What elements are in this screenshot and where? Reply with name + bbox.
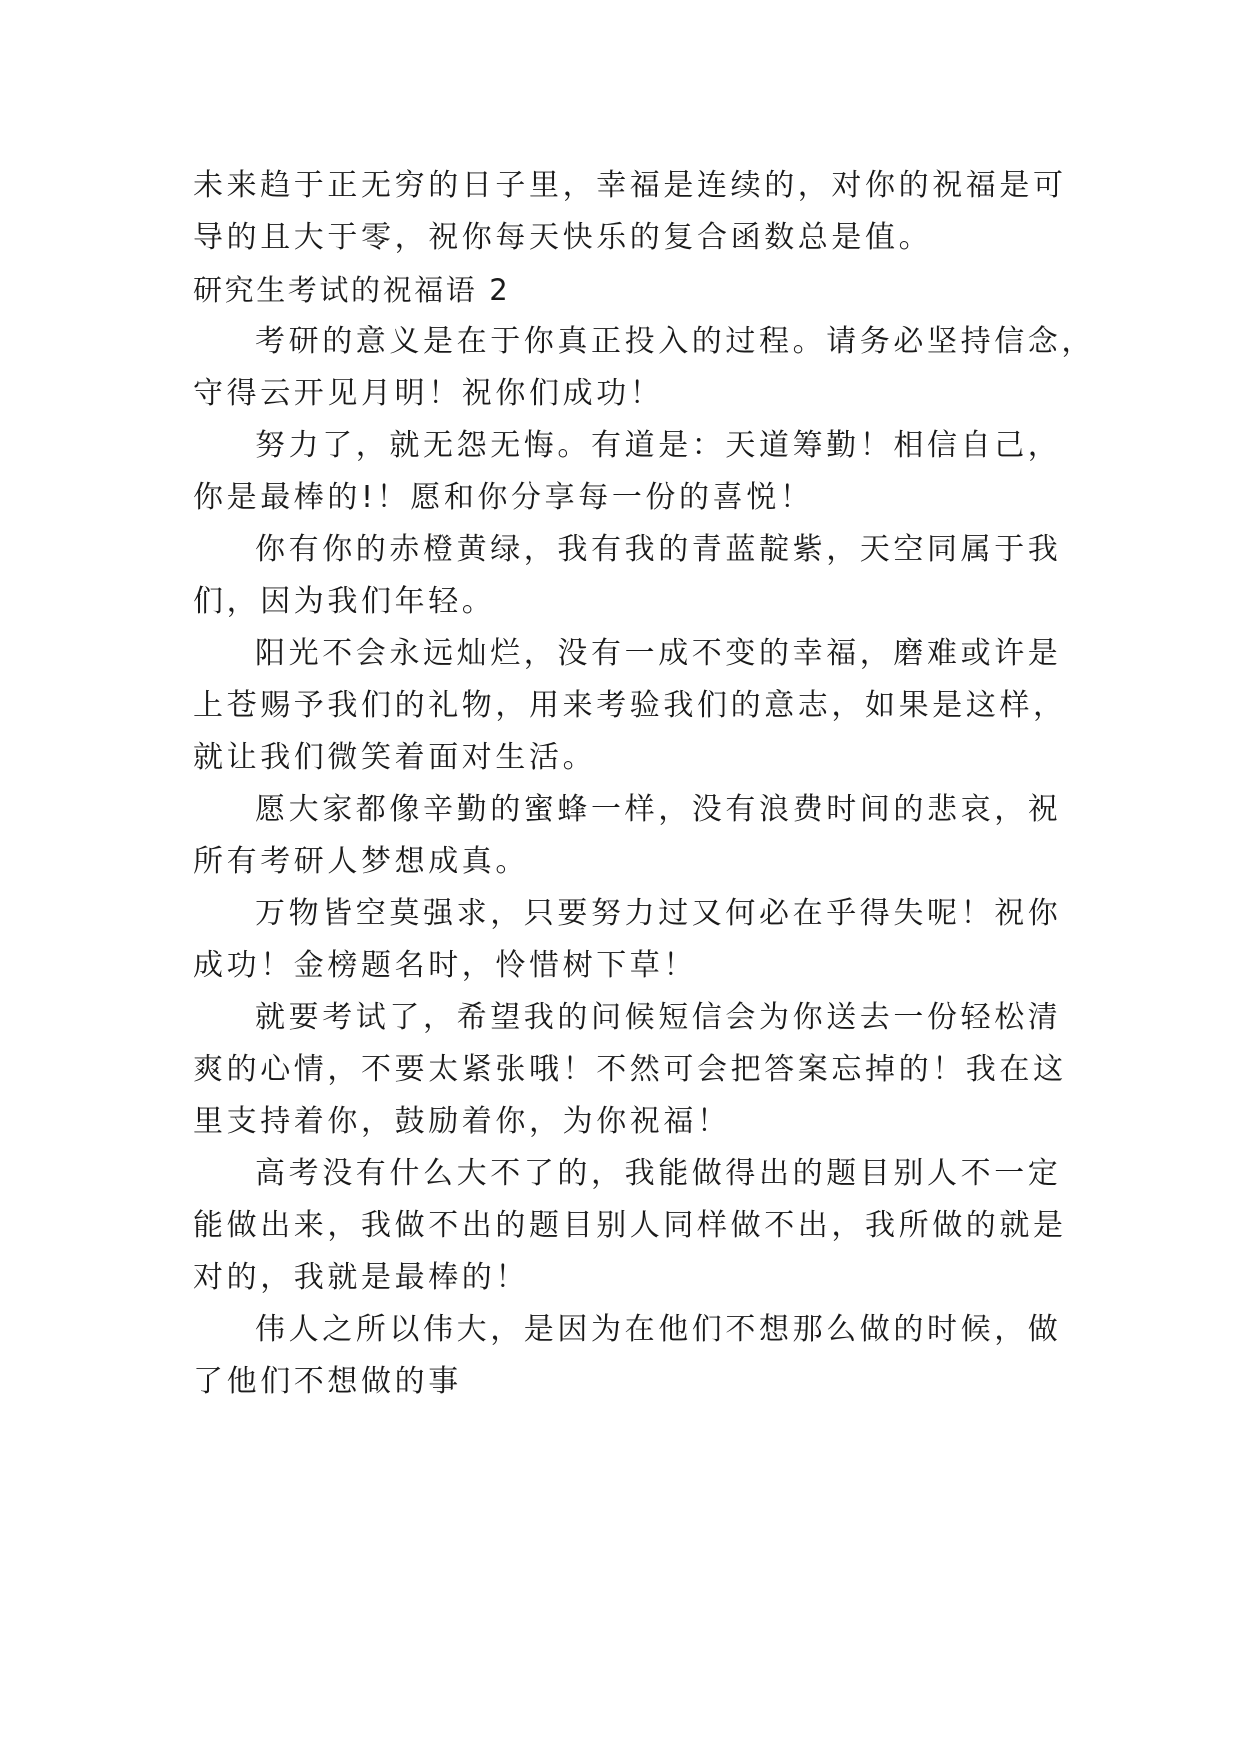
section-heading: 研究生考试的祝福语 2: [193, 273, 511, 307]
paragraph-line: 对的，我就是最棒的！: [193, 1260, 529, 1295]
paragraph: [193, 888, 1073, 992]
paragraph-line: 成功！金榜题名时，怜惜树下草！: [193, 948, 697, 983]
paragraph-line: 了他们不想做的事: [193, 1364, 462, 1399]
paragraph-line: 守得云开见月明！祝你们成功！: [193, 376, 664, 411]
paragraph-line: 愿大家都像辛勤的蜜蜂一样，没有浪费时间的悲哀，祝: [255, 792, 1062, 827]
document-body: [193, 160, 1095, 1408]
paragraph-line: 就要考试了，希望我的问候短信会为你送去一份轻松清: [255, 1000, 1062, 1035]
paragraph-line: 努力了，就无怨无悔。有道是：天道筹勤！相信自己，: [255, 428, 1062, 463]
paragraph-line: 爽的心情，不要太紧张哦！不然可会把答案忘掉的！我在这: [193, 1052, 1067, 1087]
paragraph-line: 里支持着你，鼓励着你，为你祝福！: [193, 1104, 731, 1139]
paragraph-line: 所有考研人梦想成真。: [193, 844, 529, 879]
paragraph: [193, 420, 1073, 524]
paragraph-line: 上苍赐予我们的礼物，用来考验我们的意志，如果是这样，: [193, 688, 1067, 723]
paragraph: [193, 1148, 1073, 1304]
paragraph-line: 考研的意义是在于你真正投入的过程。请务必坚持信念，: [255, 324, 1095, 359]
paragraph-line: 万物皆空莫强求，只要努力过又何必在乎得失呢！祝你: [255, 896, 1062, 931]
paragraph-line: 高考没有什么大不了的，我能做得出的题目别人不一定: [255, 1156, 1062, 1191]
paragraph: [193, 992, 1073, 1148]
paragraph: [193, 784, 1073, 888]
paragraph: [193, 1304, 1073, 1408]
paragraph-line: 你是最棒的!！愿和你分享每一份的喜悦！: [193, 480, 814, 515]
intro-line: 导的且大于零，祝你每天快乐的复合函数总是值。: [193, 220, 933, 255]
paragraph-line: 阳光不会永远灿烂，没有一成不变的幸福，磨难或许是: [255, 636, 1062, 671]
paragraph-line: 伟人之所以伟大，是因为在他们不想那么做的时候，做: [255, 1312, 1062, 1347]
paragraph-line: 们，因为我们年轻。: [193, 584, 496, 619]
paragraph: [193, 316, 1095, 420]
paragraph: [193, 628, 1073, 784]
paragraph-line: 就让我们微笑着面对生活。: [193, 740, 597, 775]
paragraph-line: 能做出来，我做不出的题目别人同样做不出，我所做的就是: [193, 1208, 1067, 1243]
paragraph-line: 你有你的赤橙黄绿，我有我的青蓝靛紫，天空同属于我: [255, 532, 1062, 567]
paragraph: [193, 524, 1073, 628]
intro-line: 未来趋于正无穷的日子里，幸福是连续的，对你的祝福是可: [193, 168, 1067, 203]
